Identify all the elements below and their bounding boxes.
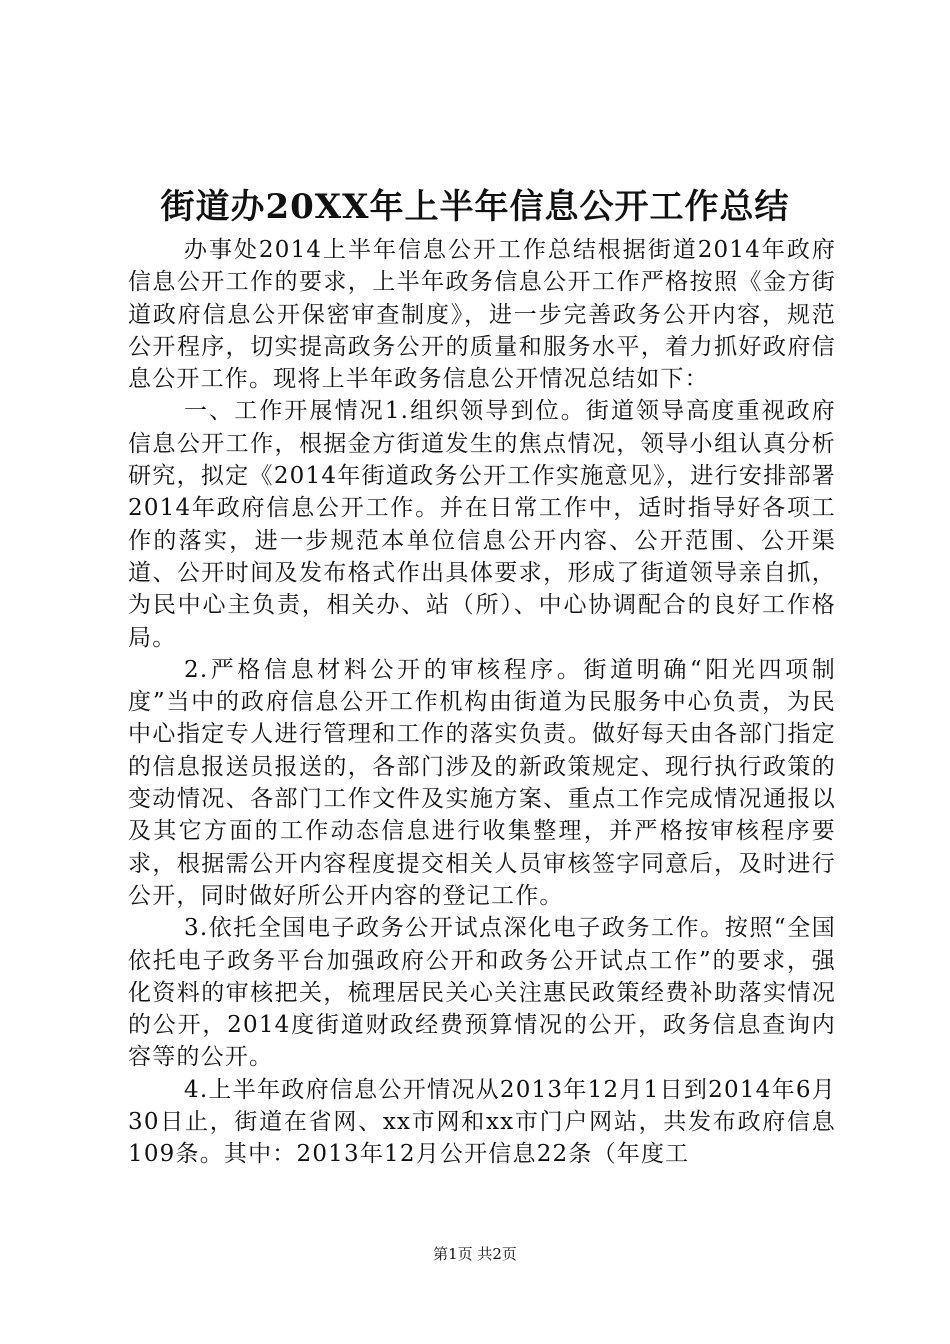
paragraph-intro: 办事处2014上半年信息公开工作总结根据街道2014年政府信息公开工作的要求，上半年政务信息公开工作严格按照《金方街道政府信息公开保密审查制度》，进一步完善政务公开内容，规范公开程序，切实提高政务公开的质量和服务水平，着力抓好政府信息公开工作。现将上半年政务信息公开情况总结如下：	[128, 237, 836, 393]
paragraph-item-2: 2.严格信息材料公开的审核程序。街道明确“阳光四项制度”当中的政府信息公开工作机构由街道为民服务中心负责，为民中心指定专人进行管理和工作的落实负责。做好每天由各部门指定的信息报送员报送的，各部门涉及的新政策规定、现行执行政策的变动情况、各部门工作文件及实施方案、重点工作完成情况通报以及其它方面的工作动态信息进行收集整理，并严格按审核程序要求，根据需公开内容程度提交相关人员审核签字同意后，及时进行公开，同时做好所公开内容的登记工作。	[128, 656, 836, 909]
document-body	[128, 234, 836, 1171]
paragraph-item-4: 4.上半年政府信息公开情况从2013年12月1日到2014年6月30日止，街道在省网、xx市网和xx市门户网站，共发布政府信息109条。其中：2013年12月公开信息22条（年度工	[128, 1076, 836, 1168]
document-title: 街道办20XX年上半年信息公开工作总结	[160, 187, 790, 227]
paragraph-item-3: 3.依托全国电子政务公开试点深化电子政务工作。按照“全国依托电子政务平台加强政府公开和政务公开试点工作”的要求，强化资料的审核把关，梳理居民关心关注惠民政策经费补助落实情况的公开，2014度街道财政经费预算情况的公开，政务信息查询内容等的公开。	[128, 915, 836, 1071]
page-number-footer: 第1页 共2页	[433, 1245, 517, 1263]
paragraph-section-1: 一、工作开展情况1.组织领导到位。街道领导高度重视政府信息公开工作，根据金方街道发生的焦点情况，领导小组认真分析研究，拟定《2014年街道政务公开工作实施意见》，进行安排部署2014年政府信息公开工作。并在日常工作中，适时指导好各项工作的落实，进一步规范本单位信息公开内容、公开范围、公开渠道、公开时间及发布格式作出具体要求，形成了街道领导亲自抓，为民中心主负责，相关办、站（所）、中心协调配合的良好工作格局。	[128, 398, 836, 651]
